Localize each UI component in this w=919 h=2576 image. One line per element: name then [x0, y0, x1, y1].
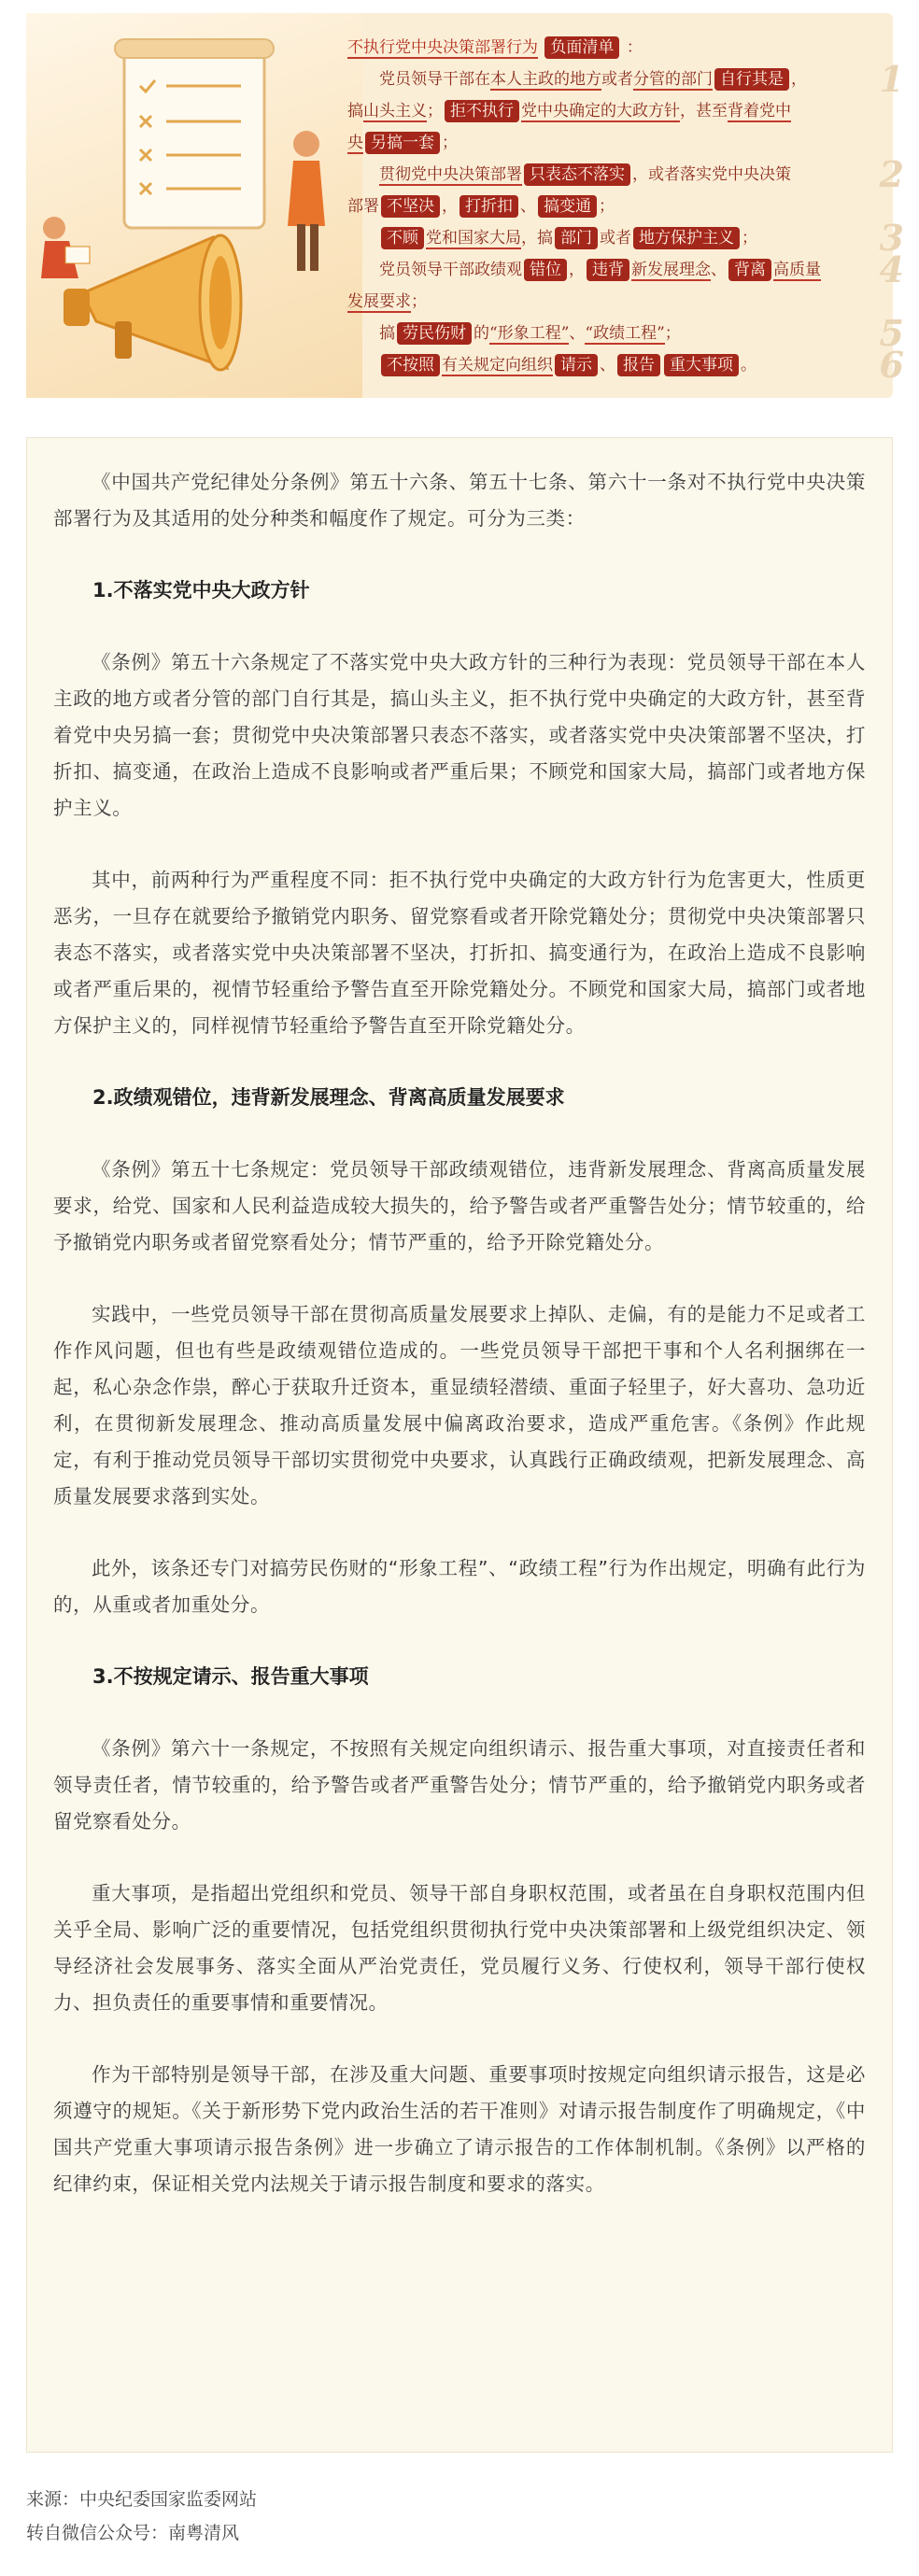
- paragraph: 重大事项，是指超出党组织和党员、领导干部自身职权范围，或者虽在自身职权范围内但关乎全局、影响广泛的重要情况，包括党组织贯彻执行党中央决策部署和上级党组织决定、领导经济社会发展事务、落实全面从严治党责任，党员履行义务、行使权利，领导干部行使权力、担负责任的重要事情和重要情况。: [53, 1882, 866, 2014]
- banner-illustration: [26, 13, 362, 398]
- person-reading-icon: [41, 217, 90, 278]
- item-number: 5: [879, 312, 904, 354]
- repost-line: 转自微信公众号：南粤清风: [26, 2523, 240, 2543]
- item-number: 3: [879, 217, 904, 259]
- person-standing-icon: [288, 131, 325, 271]
- footer: [26, 2483, 257, 2550]
- item-number: 6: [879, 344, 904, 386]
- source-line: 来源：中央纪委国家监委网站: [26, 2489, 258, 2510]
- section-heading: 2.政绩观错位，违背新发展理念、背离高质量发展要求: [92, 1086, 565, 1109]
- negative-list-item: 搞 劳民伤财 的“形象工程”、“政绩工程”； 5: [379, 312, 904, 354]
- negative-list-item: 央 另搞一套 ；: [347, 134, 458, 152]
- intro-paragraph: 《中国共产党纪律处分条例》第五十六条、第五十七条、第六十一条对不执行党中央决策部署行为及其适用的处分种类和幅度作了规定。可分为三类：: [53, 471, 866, 530]
- article-body: [26, 437, 893, 2453]
- item-number: 1: [879, 58, 904, 100]
- negative-list-item: 党员领导干部政绩观 错位 ， 违背 新发展理念、 背离 高质量 4: [379, 248, 904, 290]
- item-number: 4: [879, 248, 904, 290]
- section-heading: 1.不落实党中央大政方针: [92, 579, 310, 602]
- paragraph: 《条例》第五十六条规定了不落实党中央大政方针的三种行为表现：党员领导干部在本人主政的地方或者分管的部门自行其是，搞山头主义，拒不执行党中央确定的大政方针，甚至背着党中央另搞一套；贯彻党中央决策部署只表态不落实，或者落实党中央决策部署不坚决，打折扣、搞变通，在政治上造成不良影响或者严重后果；不顾党和国家大局，搞部门或者地方保护主义。: [53, 651, 866, 819]
- paragraph: 实践中，一些党员领导干部在贯彻高质量发展要求上掉队、走偏，有的是能力不足或者工作作风问题，但也有些是政绩观错位造成的。一些党员领导干部把干事和个人名利捆绑在一起，私心杂念作祟，醉心于获取升迁资本，重显绩轻潜绩、重面子轻里子，好大喜功、急功近利，在贯彻新发展理念、推动高质量发展中偏离政治要求，造成严重危害。《条例》作此规定，有利于推动党员领导干部切实贯彻党中央要求，认真践行正确政绩观，把新发展理念、高质量发展要求落到实处。: [53, 1303, 866, 1507]
- negative-list-item: 不顾 党和国家大局，搞 部门 或者 地方保护主义 ； 3: [347, 222, 870, 254]
- negative-list-title: 不执行党中央决策部署行为 负面清单 ：: [347, 38, 643, 57]
- negative-list-item: 不按照 有关规定向组织 请示 、 报告 重大事项 。 6: [347, 349, 870, 381]
- negative-list-item: 党员领导干部在本人主政的地方或者分管的部门 自行其是 ， 1: [379, 58, 904, 100]
- checklist-scroll-icon: [115, 39, 274, 228]
- negative-list-item: 部署 不坚决 ， 打折扣 、 搞变通 ；: [347, 197, 615, 216]
- item-number: 2: [879, 153, 904, 195]
- paragraph: 作为干部特别是领导干部，在涉及重大问题、重要事项时按规定向组织请示报告，这是必须遵守的规矩。《关于新形势下党内政治生活的若干准则》对请示报告制度作了明确规定，《中国共产党重大事项请示报告条例》进一步确立了请示报告的工作体制机制。《条例》以严格的纪律约束，保证相关党内法规关于请示报告制度和要求的落实。: [53, 2063, 866, 2195]
- negative-list-item: 贯彻党中央决策部署 只表态不落实 ，或者落实党中央决策 2: [379, 153, 904, 195]
- negative-list: [347, 32, 904, 386]
- negative-list-item: 搞山头主义； 拒不执行 党中央确定的大政方针，甚至背着党中: [347, 102, 791, 120]
- section-heading: 3.不按规定请示、报告重大事项: [92, 1665, 369, 1688]
- paragraph: 其中，前两种行为严重程度不同：拒不执行党中央确定的大政方针行为危害更大，性质更恶劣，一旦存在就要给予撤销党内职务、留党察看或者开除党籍处分；贯彻党中央决策部署只表态不落实，或者落实党中央决策部署不坚决，打折扣、搞变通行为，在政治上造成不良影响或者严重后果的，视情节轻重给予警告直至开除党籍处分。不顾党和国家大局，搞部门或者地方保护主义的，同样视情节轻重给予警告直至开除党籍处分。: [53, 869, 866, 1037]
- negative-list-item: 发展要求；: [347, 292, 427, 311]
- banner: [26, 13, 904, 398]
- paragraph: 《条例》第五十七条规定：党员领导干部政绩观错位，违背新发展理念、背离高质量发展要求，给党、国家和人民利益造成较大损失的，给予警告或者严重警告处分；情节较重的，给予撤销党内职务或者留党察看处分；情节严重的，给予开除党籍处分。: [53, 1158, 866, 1253]
- paragraph: 《条例》第六十一条规定，不按照有关规定向组织请示、报告重大事项，对直接责任者和领导责任者，情节较重的，给予警告或者严重警告处分；情节严重的，给予撤销党内职务或者留党察看处分。: [53, 1737, 866, 1833]
- paragraph: 此外，该条还专门对搞劳民伤财的“形象工程”、“政绩工程”行为作出规定，明确有此行为的，从重或者加重处分。: [53, 1557, 866, 1616]
